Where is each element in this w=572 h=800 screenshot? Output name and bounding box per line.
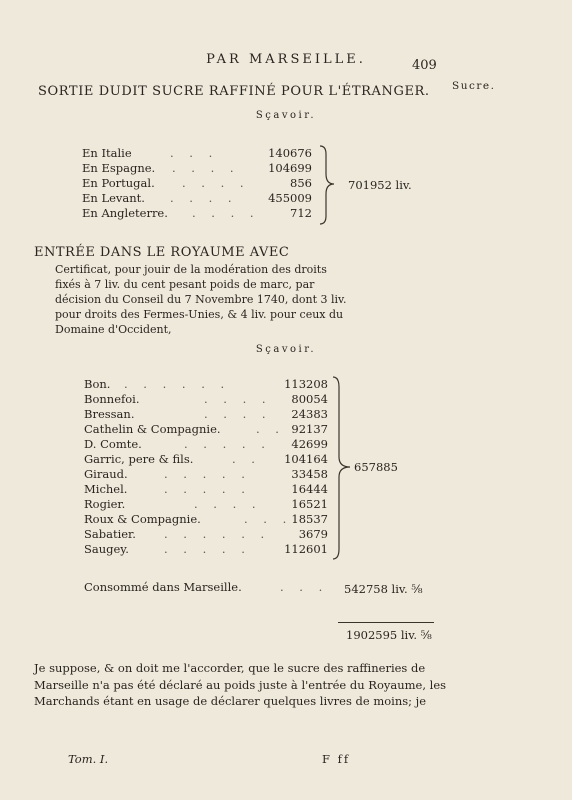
- row-label: Bonnefoi.: [84, 392, 140, 406]
- export-total: 701952 liv.: [348, 178, 412, 192]
- right-brace-icon: [316, 144, 344, 226]
- consomme-label: Consommé dans Marseille.: [84, 580, 242, 594]
- scavoir-heading-1: Sçavoir.: [255, 110, 317, 121]
- leader-dots: . . . .: [182, 176, 250, 190]
- row-value: 24383: [291, 407, 328, 421]
- table-row: [82, 176, 312, 191]
- row-value: 712: [290, 206, 312, 220]
- page-number: 409: [412, 58, 437, 73]
- row-label: En Levant.: [82, 191, 145, 205]
- leader-dots: . . .: [170, 146, 219, 160]
- table-row: [84, 392, 328, 407]
- row-value: 92137: [291, 422, 328, 436]
- row-value: 3679: [298, 527, 328, 541]
- section-title-sortie: SORTIE DUDIT SUCRE RAFFINÉ POUR L'ÉTRANGER.: [38, 84, 430, 99]
- row-value: 140676: [268, 146, 312, 160]
- table-row: [82, 191, 312, 206]
- leader-dots: . . . .: [204, 392, 272, 406]
- leader-dots: . . . .: [194, 497, 262, 511]
- row-label: Saugey.: [84, 542, 129, 556]
- entree-paragraph: Certificat, pour jouir de la modération des droits fixés à 7 liv. du cent pesant poids de marc, par décision du Conseil du 7 Novembre 1740, dont 3 liv. pour droits des Fermes-Unies, & 4 liv. pour ceux du Domaine d'Occident,: [55, 263, 347, 336]
- running-title: PAR MARSEILLE.: [206, 52, 366, 67]
- leader-dots: . . . . .: [164, 542, 251, 556]
- table-row: [84, 497, 328, 512]
- row-label: Cathelin & Compagnie.: [84, 422, 221, 436]
- row-label: En Espagne.: [82, 161, 156, 175]
- row-value: 16521: [291, 497, 328, 511]
- scavoir-heading-2: Sçavoir.: [255, 344, 317, 355]
- consomme-value: 542758 liv. ⅝: [344, 582, 423, 596]
- grand-total: 1902595 liv. ⅝: [346, 628, 432, 642]
- leader-dots: . . . .: [192, 206, 260, 220]
- leader-dots: . . . .: [204, 407, 272, 421]
- table-row: [82, 161, 312, 176]
- table-row: [84, 467, 328, 482]
- row-value: 104699: [268, 161, 312, 175]
- row-label: Garric, pere & fils.: [84, 452, 194, 466]
- table-row: [84, 482, 328, 497]
- table-row: [84, 542, 328, 557]
- right-brace-icon: [330, 375, 356, 561]
- leader-dots: . . . . .: [164, 482, 251, 496]
- row-value: 18537: [291, 512, 328, 526]
- row-label: Bon.: [84, 377, 111, 391]
- table-row: [82, 146, 312, 161]
- leader-dots: . . . .: [172, 161, 240, 175]
- row-label: Bressan.: [84, 407, 135, 421]
- table-row: [84, 512, 328, 527]
- table-row: [84, 377, 328, 392]
- row-value: 80054: [291, 392, 328, 406]
- row-value: 16444: [291, 482, 328, 496]
- margin-note: Sucre.: [452, 80, 496, 92]
- table-row: [84, 422, 328, 437]
- section-title-entree: ENTRÉE DANS LE ROYAUME AVEC: [34, 245, 290, 260]
- footer-note: Je suppose, & on doit me l'accorder, que le sucre des raffineries de Marseille n'a pas été déclaré au poids juste à l'entrée du Royaume, les Marchands étant en usage de déclarer quelques livres de moins; je: [34, 661, 447, 708]
- table-row: [84, 407, 328, 422]
- leader-dots: . . . .: [170, 191, 238, 205]
- leader-dots: . . . . . .: [164, 527, 271, 541]
- row-label: Roux & Compagnie.: [84, 512, 201, 526]
- leader-dots: . . .: [244, 512, 293, 526]
- leader-dots: . . . . .: [164, 467, 251, 481]
- row-value: 113208: [284, 377, 328, 391]
- leader-dots: . . . . . .: [124, 377, 231, 391]
- row-label: D. Comte.: [84, 437, 142, 451]
- row-value: 856: [290, 176, 312, 190]
- row-label: En Italie: [82, 146, 132, 160]
- leader-dots: . .: [256, 422, 285, 436]
- row-value: 112601: [284, 542, 328, 556]
- leader-dots: . . . . .: [184, 437, 271, 451]
- sum-rule: [338, 622, 434, 623]
- table-row: [84, 527, 328, 542]
- merchant-subtotal: 657885: [354, 460, 398, 474]
- row-label: En Angleterre.: [82, 206, 168, 220]
- row-label: Giraud.: [84, 467, 128, 481]
- row-value: 33458: [291, 467, 328, 481]
- table-row: [84, 452, 328, 467]
- row-label: Rogier.: [84, 497, 126, 511]
- row-value: 104164: [284, 452, 328, 466]
- table-row: [84, 437, 328, 452]
- leader-dots: . . .: [280, 580, 329, 594]
- signature-mark: F ff: [322, 752, 351, 766]
- row-label: Michel.: [84, 482, 128, 496]
- row-label: En Portugal.: [82, 176, 155, 190]
- row-value: 42699: [291, 437, 328, 451]
- table-row: [82, 206, 312, 221]
- row-value: 455009: [268, 191, 312, 205]
- tome-label: Tom. I.: [68, 752, 109, 766]
- leader-dots: . .: [232, 452, 261, 466]
- row-label: Sabatier.: [84, 527, 136, 541]
- consomme-row: [84, 580, 328, 595]
